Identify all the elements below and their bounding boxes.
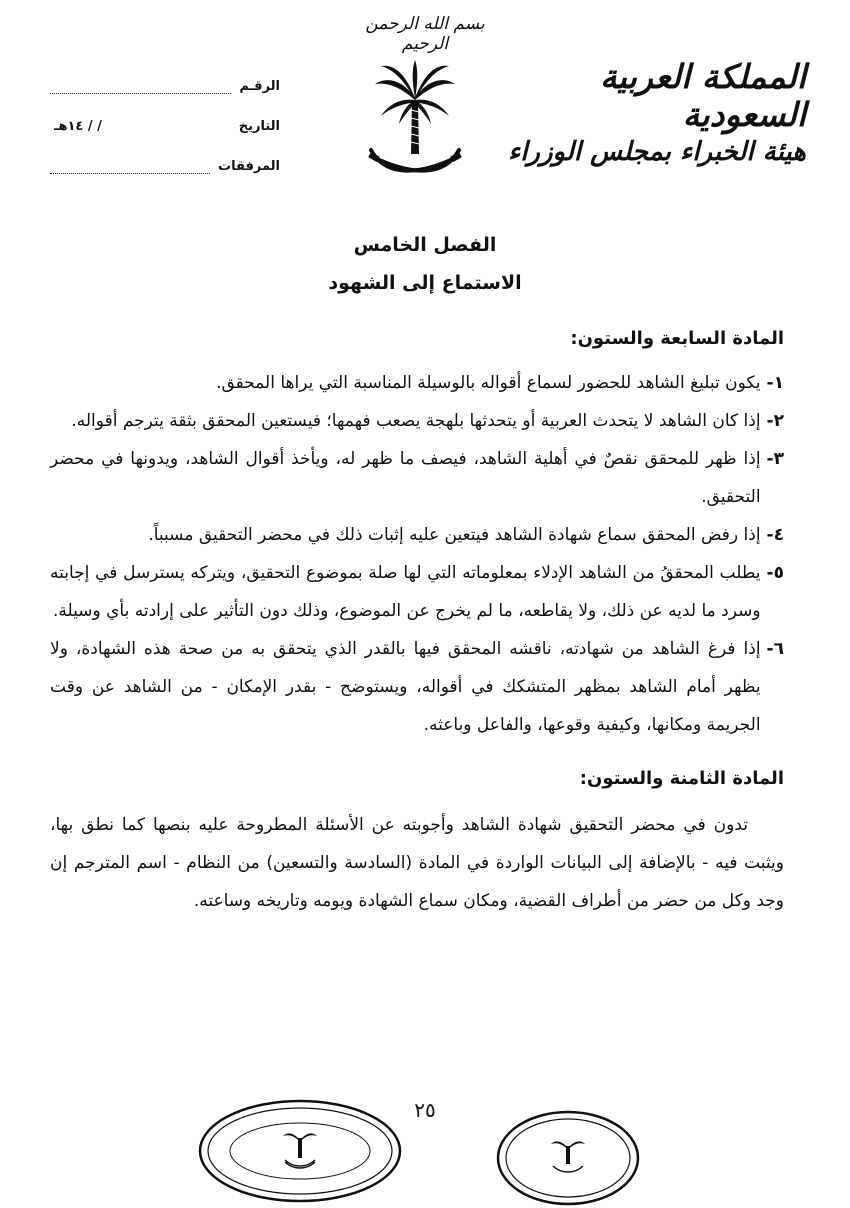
article-68-text: تدون في محضر التحقيق شهادة الشاهد وأجوبته عن الأسئلة المطروحة عليه بنصها كما نطق بها، ويثبت فيه - بالإضافة إلى البيانات الواردة في المادة (السادسة والتسعين) من النظام - اسم المترجم إن وجد وكل من حضر من أطراف القضية، ومكان سماع الشهادة ويومه وتاريخه وساعته. (50, 815, 784, 911)
item-number: ١- (766, 373, 784, 393)
item-text: إذا فرغ الشاهد من شهادته، ناقشه المحقق فيها بالقدر الذي يتحقق به من صحة هذه الشهادة، ولا يظهر أمام الشاهد بمظهر المتشكك في أقواله، ويستوضح - بقدر الإمكان - من الشاهد عن وقت الجريمة ومكانها، وكيفية وقوعها، والفاعل وباعثه. (50, 639, 761, 735)
item-number: ٤- (766, 525, 784, 545)
attachments-row (50, 146, 280, 186)
attachments-label: المرفقات (218, 158, 280, 174)
item-text: إذا رفض المحقق سماع شهادة الشاهد فيتعين عليه إثبات ذلك في محضر التحقيق مسبباً. (148, 525, 761, 545)
item-text: إذا كان الشاهد لا يتحدث العربية أو يتحدثها بلهجة يصعب فهمها؛ فيستعين المحقق بثقة يترجم أقواله. (71, 411, 761, 431)
list-item (50, 516, 784, 554)
chapter-title: الفصل الخامس (353, 234, 497, 256)
article-67-title: المادة السابعة والستون: (570, 328, 784, 349)
chapter-subtitle: الاستماع إلى الشهود (328, 272, 522, 294)
list-item (50, 630, 784, 744)
document-meta (50, 66, 280, 186)
reference-label: الرقـم (239, 78, 280, 94)
list-item (50, 554, 784, 630)
official-seal-icon (493, 1108, 643, 1208)
document-body (50, 320, 784, 920)
kingdom-name: المملكة العربية السعودية (600, 57, 806, 134)
basmala: بسم الله الرحمن الرحيم (365, 14, 485, 54)
item-number: ٥- (766, 563, 784, 583)
list-item (50, 364, 784, 402)
item-number: ٣- (766, 449, 784, 469)
attachments-line (50, 159, 210, 174)
item-text: يكون تبليغ الشاهد للحضور لسماع أقواله بالوسيلة المناسبة التي يراها المحقق. (216, 373, 761, 393)
item-text: إذا ظهر للمحقق نقصٌ في أهلية الشاهد، فيصف ما ظهر له، ويأخذ أقوال الشاهد، ويدونها في محضر التحقيق. (50, 449, 761, 507)
body-name: هيئة الخبراء بمجلس الوزراء (507, 136, 806, 167)
item-number: ٢- (766, 411, 784, 431)
reference-line (50, 79, 231, 94)
reference-row (50, 66, 280, 106)
list-item (50, 402, 784, 440)
page-number: ٢٥ (414, 1098, 436, 1122)
official-seal-icon (195, 1096, 405, 1206)
date-value: / / ١٤هـ (54, 118, 102, 134)
item-number: ٦- (766, 639, 784, 659)
list-item (50, 440, 784, 516)
date-label: التاريخ (238, 118, 280, 134)
item-text: يطلب المحققُ من الشاهد الإدلاء بمعلوماته التي لها صلة بموضوع التحقيق، ويتركه يسترسل في إجابته وسرد ما لديه عن ذلك، ولا يقاطعه، ما لم يخرج عن الموضوع، وذلك دون التأثير على إرادته بأي وسيلة. (50, 563, 761, 621)
article-68-title: المادة الثامنة والستون: (579, 768, 784, 789)
organization-header (476, 58, 806, 168)
date-row (50, 106, 280, 146)
palm-swords-emblem-icon (365, 58, 465, 188)
chapter-heading (0, 226, 850, 302)
